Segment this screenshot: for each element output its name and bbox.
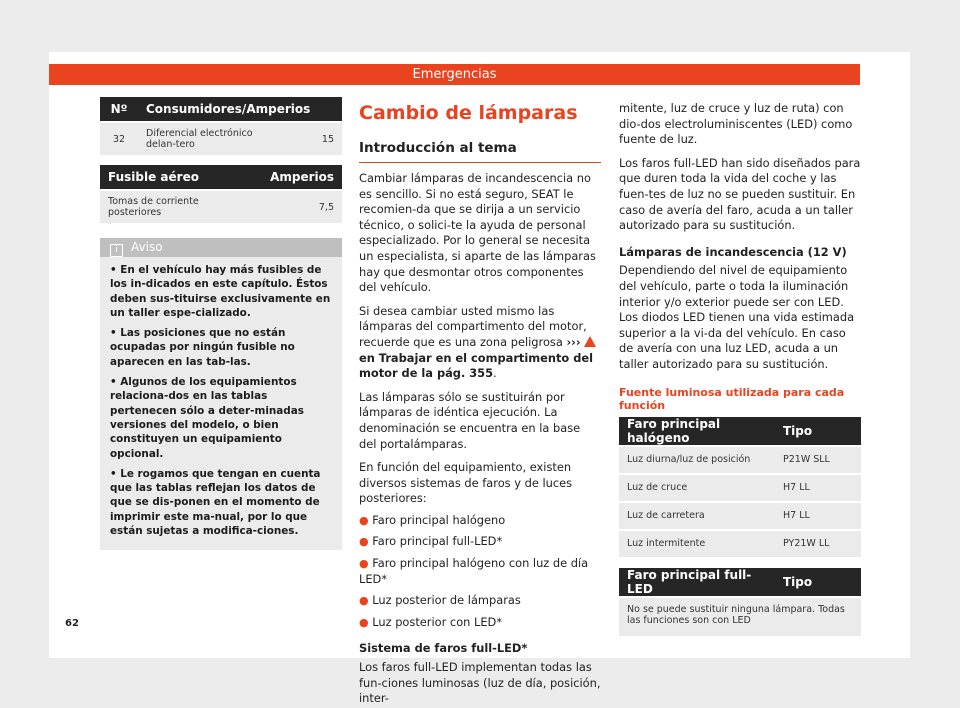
paragraph: mitente, luz de cruce y luz de ruta) con dio-dos electroluminiscentes (LED) como fuente de luz. (619, 101, 853, 147)
table-caption: Fuente luminosa utilizada para cada función (619, 385, 845, 412)
table-header-amperes: Amperios (262, 165, 342, 190)
cell-type: H7 LL (775, 474, 861, 502)
list-item-text: Luz posterior con LED* (372, 614, 503, 629)
right-column (619, 101, 861, 636)
paragraph-end: . (493, 366, 497, 381)
notice-box (100, 238, 342, 550)
table-header-number: Nº (100, 97, 138, 122)
notice-item: • Algunos de los equipamientos relaciona-dos en las tablas pertenecen sólo a deter-minadas versiones del modelo, o bien constituyen un equipamiento opcional. (110, 376, 304, 460)
cross-reference-arrow: ››› (566, 334, 581, 349)
paragraph: Los faros full-LED han sido diseñados para que duren toda la vida del coche y las fuen-tes de luz no se pueden sustituir. En caso de avería del faro, acuda a un taller autorizado para su sustitución. (619, 155, 861, 233)
table-row (100, 122, 342, 155)
cell-function: Luz de cruce (619, 474, 775, 502)
table-header-type: Tipo (775, 568, 861, 597)
cell-description: Tomas de corriente posteriores (100, 190, 262, 223)
info-icon: i (110, 244, 123, 257)
table-header-function: Faro principal full-LED (619, 568, 775, 597)
paragraph: En función del equipamiento, existen diversos sistemas de faros y de luces posteriores: (359, 460, 573, 506)
table-row (619, 446, 861, 474)
list-item-text: Faro principal halógeno (372, 512, 506, 527)
cell-function: Luz de carretera (619, 502, 775, 530)
led-lamps-table (619, 568, 861, 636)
notice-title: Aviso (131, 240, 163, 254)
paragraph: Dependiendo del nivel de equipamiento del vehículo, parte o toda la iluminación interior y/o exterior puede ser con LED. Los diodos LED tienen una vida estimada superior a la vi-da del vehículo. En caso de avería con una luz LED, acuda a un taller autorizado para su sustitución. (619, 263, 855, 371)
bullet-icon: ● (359, 615, 369, 629)
consumers-table (100, 97, 342, 155)
table-row (100, 190, 342, 223)
bullet-icon: ● (359, 594, 369, 608)
table-row (619, 530, 861, 557)
bullet-icon: ● (359, 513, 369, 527)
cross-reference-link[interactable]: en Trabajar en el compartimento del motor de la pág. 355 (359, 350, 594, 381)
cell-number: 32 (100, 122, 138, 155)
warning-icon (584, 336, 596, 347)
table-header-type: Tipo (775, 417, 861, 446)
subheading: Lámparas de incandescencia (12 V) (619, 244, 847, 259)
list-item (359, 513, 601, 529)
table-header-function: Faro principal halógeno (619, 417, 775, 446)
notice-item: • En el vehículo hay más fusibles de los in-dicados en este capítulo. Éstos deben sus-tituirse exclusivamente en un taller espe-cializado. (110, 264, 331, 319)
fuse-table (100, 165, 342, 223)
cell-note: No se puede sustituir ninguna lámpara. Todas las funciones son con LED (619, 597, 861, 636)
cell-amperes: 15 (284, 122, 342, 155)
bullet-icon: ● (359, 557, 369, 571)
paragraph: Las lámparas sólo se sustituirán por lámparas de idéntica ejecución. La denominación se encuentra en la base del portalámparas. (359, 389, 581, 451)
list-item (359, 534, 601, 550)
middle-column (359, 101, 601, 707)
halogen-lamps-table (619, 417, 861, 557)
left-column (100, 97, 342, 550)
cell-type: PY21W LL (775, 530, 861, 557)
page-title: Cambio de lámparas (359, 102, 578, 124)
paragraph: Cambiar lámparas de incandescencia no es sencillo. Si no está seguro, SEAT le recomien-da que se dirija a un servicio técnico, o solici-te la ayuda de personal especializado. Por lo general se necesita un especialista, si aparte de las lámparas hay que desmontar otros componentes del vehículo. (359, 171, 596, 295)
list-item-text: Faro principal halógeno con luz de día LED* (359, 556, 589, 586)
page-number: 62 (65, 618, 79, 629)
table-row (619, 502, 861, 530)
paragraph-text: Si desea cambiar usted mismo las lámparas del compartimento del motor, recuerde que es una zona peligrosa (359, 303, 587, 349)
notice-header (100, 238, 342, 257)
bullet-icon: ● (359, 535, 369, 549)
table-header-consumers: Consumidores/Amperios (138, 97, 342, 122)
table-header-fuse: Fusible aéreo (100, 165, 262, 190)
paragraph-with-link (359, 304, 601, 382)
cell-description: Diferencial electrónico delan-tero (138, 122, 284, 155)
list-item (359, 556, 601, 587)
section-header: Emergencias (49, 64, 860, 85)
list-item (359, 593, 601, 609)
table-row (619, 474, 861, 502)
cell-type: P21W SLL (775, 446, 861, 474)
section-subtitle: Introducción al tema (359, 140, 601, 163)
cell-amperes: 7,5 (262, 190, 342, 223)
cell-type: H7 LL (775, 502, 861, 530)
list-item-text: Luz posterior de lámparas (372, 593, 521, 608)
subheading: Sistema de faros full-LED* (359, 641, 528, 656)
list-item-text: Faro principal full-LED* (372, 534, 503, 549)
notice-item: • Le rogamos que tengan en cuenta que las tablas reflejan los datos de que se dis-ponen en el momento de imprimir este ma-nual, por lo que están sujetas a modifica-ciones. (110, 467, 321, 538)
list-item (359, 615, 601, 631)
notice-item: • Las posiciones que no están ocupadas por ningún fusible no aparecen en las tab-las. (110, 327, 295, 368)
paragraph: Los faros full-LED implementan todas las fun-ciones luminosas (luz de día, posición, inter- (359, 660, 601, 706)
table-row (619, 597, 861, 636)
cell-function: Luz diurna/luz de posición (619, 446, 775, 474)
cell-function: Luz intermitente (619, 530, 775, 557)
